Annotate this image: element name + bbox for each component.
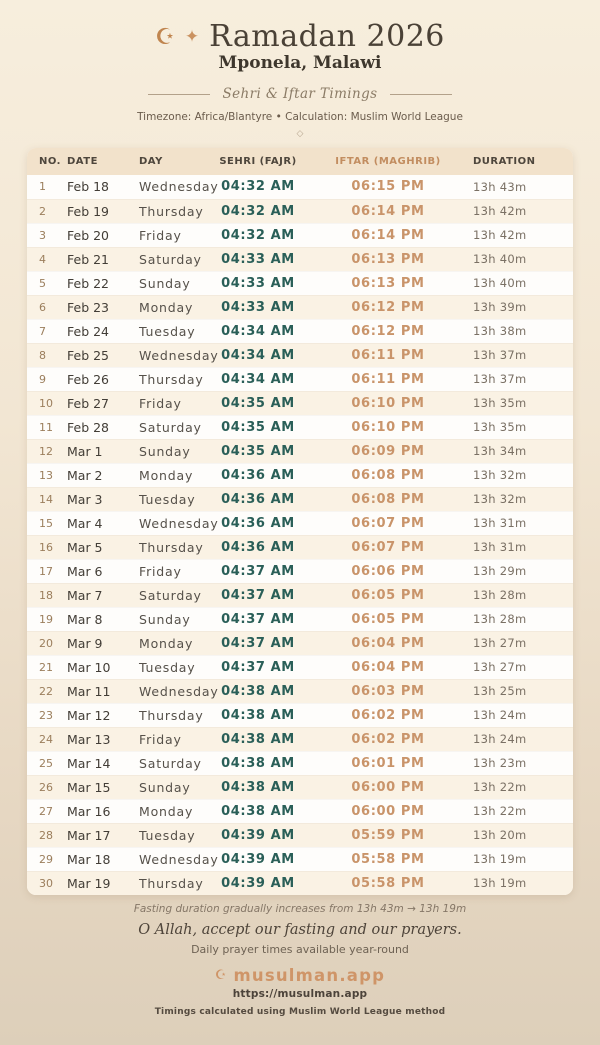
row-sehri-time: 04:38 AM [213,775,303,799]
row-duration: 13h 32m [473,463,573,487]
row-day: Sunday [136,439,213,463]
row-number: 7 [27,319,60,343]
row-duration: 13h 27m [473,631,573,655]
location-title: Mponela, Malawi [218,53,382,73]
table-row [27,487,573,511]
row-date: Mar 3 [60,487,136,511]
row-iftar-time: 06:10 PM [303,391,473,415]
row-duration: 13h 39m [473,295,573,319]
row-iftar-time: 06:12 PM [303,295,473,319]
row-day: Monday [136,463,213,487]
row-number: 18 [27,583,60,607]
row-day: Tuesday [136,319,213,343]
table-row [27,679,573,703]
row-duration: 13h 24m [473,703,573,727]
row-sehri-time: 04:39 AM [213,823,303,847]
timetable-card [27,148,573,895]
row-sehri-time: 04:36 AM [213,487,303,511]
row-date: Mar 14 [60,751,136,775]
row-day: Thursday [136,367,213,391]
row-iftar-time: 06:06 PM [303,559,473,583]
row-duration: 13h 37m [473,343,573,367]
row-date: Feb 22 [60,271,136,295]
row-duration: 13h 20m [473,823,573,847]
row-day: Sunday [136,775,213,799]
row-number: 15 [27,511,60,535]
row-date: Feb 28 [60,415,136,439]
row-duration: 13h 35m [473,391,573,415]
table-row [27,583,573,607]
table-row [27,847,573,871]
row-day: Monday [136,631,213,655]
row-number: 16 [27,535,60,559]
row-sehri-time: 04:38 AM [213,679,303,703]
row-date: Feb 24 [60,319,136,343]
row-number: 17 [27,559,60,583]
table-row [27,223,573,247]
row-sehri-time: 04:38 AM [213,751,303,775]
row-number: 12 [27,439,60,463]
row-duration: 13h 28m [473,607,573,631]
row-duration: 13h 32m [473,487,573,511]
row-iftar-time: 06:03 PM [303,679,473,703]
row-number: 20 [27,631,60,655]
row-number: 24 [27,727,60,751]
row-duration: 13h 28m [473,583,573,607]
row-day: Saturday [136,415,213,439]
row-iftar-time: 05:58 PM [303,871,473,895]
row-day: Saturday [136,583,213,607]
row-number: 3 [27,223,60,247]
row-iftar-time: 05:58 PM [303,847,473,871]
row-sehri-time: 04:35 AM [213,391,303,415]
row-number: 21 [27,655,60,679]
row-sehri-time: 04:34 AM [213,319,303,343]
row-day: Wednesday [136,847,213,871]
row-day: Friday [136,727,213,751]
row-sehri-time: 04:39 AM [213,871,303,895]
table-row [27,559,573,583]
row-iftar-time: 06:04 PM [303,631,473,655]
row-day: Friday [136,559,213,583]
row-duration: 13h 31m [473,535,573,559]
page-title: Ramadan 2026 [209,19,445,54]
col-header-no: NO. [39,156,61,167]
col-header-day: DAY [139,156,163,167]
table-row [27,823,573,847]
table-row [27,319,573,343]
row-day: Wednesday [136,511,213,535]
row-iftar-time: 06:02 PM [303,727,473,751]
row-date: Mar 16 [60,799,136,823]
table-row [27,463,573,487]
row-sehri-time: 04:33 AM [213,247,303,271]
row-number: 26 [27,775,60,799]
row-iftar-time: 06:11 PM [303,343,473,367]
row-day: Monday [136,799,213,823]
table-row [27,727,573,751]
row-sehri-time: 04:36 AM [213,463,303,487]
row-duration: 13h 22m [473,799,573,823]
row-number: 22 [27,679,60,703]
row-duration: 13h 40m [473,271,573,295]
table-row [27,775,573,799]
row-date: Feb 18 [67,179,110,195]
row-number: 29 [27,847,60,871]
row-sehri-time: 04:32 AM [213,223,303,247]
row-date: Mar 5 [60,535,136,559]
row-date: Feb 21 [60,247,136,271]
timetable-body [27,175,573,895]
subtitle-text: Sehri & Iftar Timings [222,86,378,102]
row-number: 27 [27,799,60,823]
row-sehri-time: 04:33 AM [213,295,303,319]
row-day: Sunday [136,607,213,631]
row-date: Mar 2 [60,463,136,487]
row-number: 23 [27,703,60,727]
row-number: 19 [27,607,60,631]
row-sehri-time: 04:37 AM [213,559,303,583]
diamond-ornament-icon: ◇ [296,129,304,139]
table-row [27,295,573,319]
row-day: Thursday [136,703,213,727]
row-sehri-time: 04:38 AM [213,727,303,751]
row-sehri-time: 04:37 AM [213,607,303,631]
row-date: Mar 11 [60,679,136,703]
table-row [27,415,573,439]
brand-link[interactable] [215,966,385,985]
page-header [0,0,600,139]
row-date: Mar 12 [60,703,136,727]
table-row [27,703,573,727]
calculation-method-note: Timings calculated using Muslim World League method [154,1007,446,1017]
row-duration: 13h 22m [473,775,573,799]
row-duration: 13h 25m [473,679,573,703]
row-iftar-time: 06:13 PM [303,271,473,295]
col-header-date: DATE [67,156,98,167]
row-day: Friday [136,223,213,247]
row-number: 30 [27,871,60,895]
row-iftar-time: 06:00 PM [303,775,473,799]
timezone-calculation-meta: Timezone: Africa/Blantyre • Calculation: Muslim World League [137,111,463,123]
row-sehri-time: 04:38 AM [213,799,303,823]
row-iftar-time: 06:14 PM [303,199,473,223]
row-duration: 13h 42m [473,223,573,247]
row-duration: 13h 29m [473,559,573,583]
col-header-sehri: SEHRI (FAJR) [219,156,297,167]
row-sehri-time: 04:33 AM [213,271,303,295]
brand-name: musulman.app [233,966,386,985]
table-row [27,511,573,535]
row-iftar-time: 06:07 PM [303,511,473,535]
table-row [27,535,573,559]
row-iftar-time: 05:59 PM [303,823,473,847]
row-iftar-time: 06:15 PM [351,179,425,195]
page-footer [0,903,600,1017]
duration-note: Fasting duration gradually increases from 13h 43m → 13h 19m [133,903,467,915]
table-row [27,391,573,415]
crescent-star-icon: ☪ [155,25,175,50]
row-date: Feb 27 [60,391,136,415]
row-number: 10 [27,391,60,415]
row-duration: 13h 19m [473,871,573,895]
divider-line-right [390,94,452,95]
title-row [0,19,600,54]
row-sehri-time: 04:39 AM [213,847,303,871]
row-day: Monday [136,295,213,319]
row-sehri-time: 04:34 AM [213,367,303,391]
row-sehri-time: 04:36 AM [213,511,303,535]
row-day: Saturday [136,247,213,271]
table-row [27,271,573,295]
row-day: Thursday [136,535,213,559]
table-row [27,655,573,679]
row-sehri-time: 04:37 AM [213,631,303,655]
row-date: Mar 6 [60,559,136,583]
row-number: 14 [27,487,60,511]
row-day: Sunday [136,271,213,295]
row-number: 2 [27,199,60,223]
table-row [27,199,573,223]
row-duration: 13h 24m [473,727,573,751]
row-number: 28 [27,823,60,847]
row-number: 6 [27,295,60,319]
row-number: 5 [27,271,60,295]
row-date: Mar 13 [60,727,136,751]
row-iftar-time: 06:14 PM [303,223,473,247]
row-date: Mar 7 [60,583,136,607]
row-duration: 13h 34m [473,439,573,463]
row-sehri-time: 04:32 AM [221,179,295,195]
row-sehri-time: 04:32 AM [213,199,303,223]
row-day: Thursday [136,199,213,223]
row-iftar-time: 06:08 PM [303,487,473,511]
row-duration: 13h 42m [473,199,573,223]
row-number: 25 [27,751,60,775]
row-sehri-time: 04:34 AM [213,343,303,367]
row-iftar-time: 06:05 PM [303,607,473,631]
row-iftar-time: 06:07 PM [303,535,473,559]
row-sehri-time: 04:37 AM [213,655,303,679]
row-date: Feb 25 [60,343,136,367]
row-day: Tuesday [136,823,213,847]
row-day: Thursday [136,871,213,895]
row-day: Wednesday [136,343,213,367]
row-sehri-time: 04:36 AM [213,535,303,559]
row-date: Mar 18 [60,847,136,871]
row-sehri-time: 04:35 AM [213,439,303,463]
row-iftar-time: 06:12 PM [303,319,473,343]
row-number: 8 [27,343,60,367]
row-sehri-time: 04:37 AM [213,583,303,607]
row-date: Mar 15 [60,775,136,799]
col-header-duration: DURATION [473,156,536,167]
table-row [27,343,573,367]
row-sehri-time: 04:38 AM [213,703,303,727]
row-date: Mar 10 [60,655,136,679]
row-duration: 13h 31m [473,511,573,535]
table-row [27,367,573,391]
row-number: 11 [27,415,60,439]
col-header-iftar: IFTAR (MAGHRIB) [335,156,441,167]
row-duration: 13h 37m [473,367,573,391]
row-duration: 13h 43m [473,179,527,194]
row-duration: 13h 35m [473,415,573,439]
row-number: 4 [27,247,60,271]
table-header-row [27,148,573,175]
row-iftar-time: 06:13 PM [303,247,473,271]
row-date: Feb 26 [60,367,136,391]
row-day: Tuesday [136,655,213,679]
row-date: Mar 17 [60,823,136,847]
row-number: 9 [27,367,60,391]
row-iftar-time: 06:10 PM [303,415,473,439]
row-iftar-time: 06:00 PM [303,799,473,823]
dua-text: O Allah, accept our fasting and our prayers. [138,922,462,938]
row-sehri-time: 04:35 AM [213,415,303,439]
row-duration: 13h 23m [473,751,573,775]
row-duration: 13h 38m [473,319,573,343]
availability-text: Daily prayer times available year-round [191,943,409,956]
row-iftar-time: 06:05 PM [303,583,473,607]
row-day: Saturday [136,751,213,775]
table-row [27,175,573,199]
row-number: 1 [39,180,46,194]
table-row [27,247,573,271]
row-number: 13 [27,463,60,487]
row-date: Mar 1 [60,439,136,463]
table-row [27,871,573,895]
row-date: Mar 9 [60,631,136,655]
row-date: Mar 4 [60,511,136,535]
brand-crescent-icon: ☪ [214,968,227,983]
row-iftar-time: 06:08 PM [303,463,473,487]
row-date: Feb 19 [60,199,136,223]
table-row [27,439,573,463]
row-day: Wednesday [139,179,219,195]
row-iftar-time: 06:01 PM [303,751,473,775]
row-day: Friday [136,391,213,415]
table-row [27,631,573,655]
row-date: Feb 23 [60,295,136,319]
row-iftar-time: 06:11 PM [303,367,473,391]
row-duration: 13h 40m [473,247,573,271]
table-row [27,607,573,631]
row-duration: 13h 27m [473,655,573,679]
row-iftar-time: 06:04 PM [303,655,473,679]
row-day: Wednesday [136,679,213,703]
row-date: Feb 20 [60,223,136,247]
row-iftar-time: 06:02 PM [303,703,473,727]
timetable [27,148,573,895]
row-duration: 13h 19m [473,847,573,871]
row-date: Mar 19 [60,871,136,895]
table-row [27,799,573,823]
divider-line-left [148,94,210,95]
subtitle-row [0,86,600,102]
row-day: Tuesday [136,487,213,511]
row-date: Mar 8 [60,607,136,631]
sparkle-icon: ✦ [184,26,200,47]
website-url[interactable]: https://musulman.app [232,988,368,1000]
table-row [27,751,573,775]
row-iftar-time: 06:09 PM [303,439,473,463]
